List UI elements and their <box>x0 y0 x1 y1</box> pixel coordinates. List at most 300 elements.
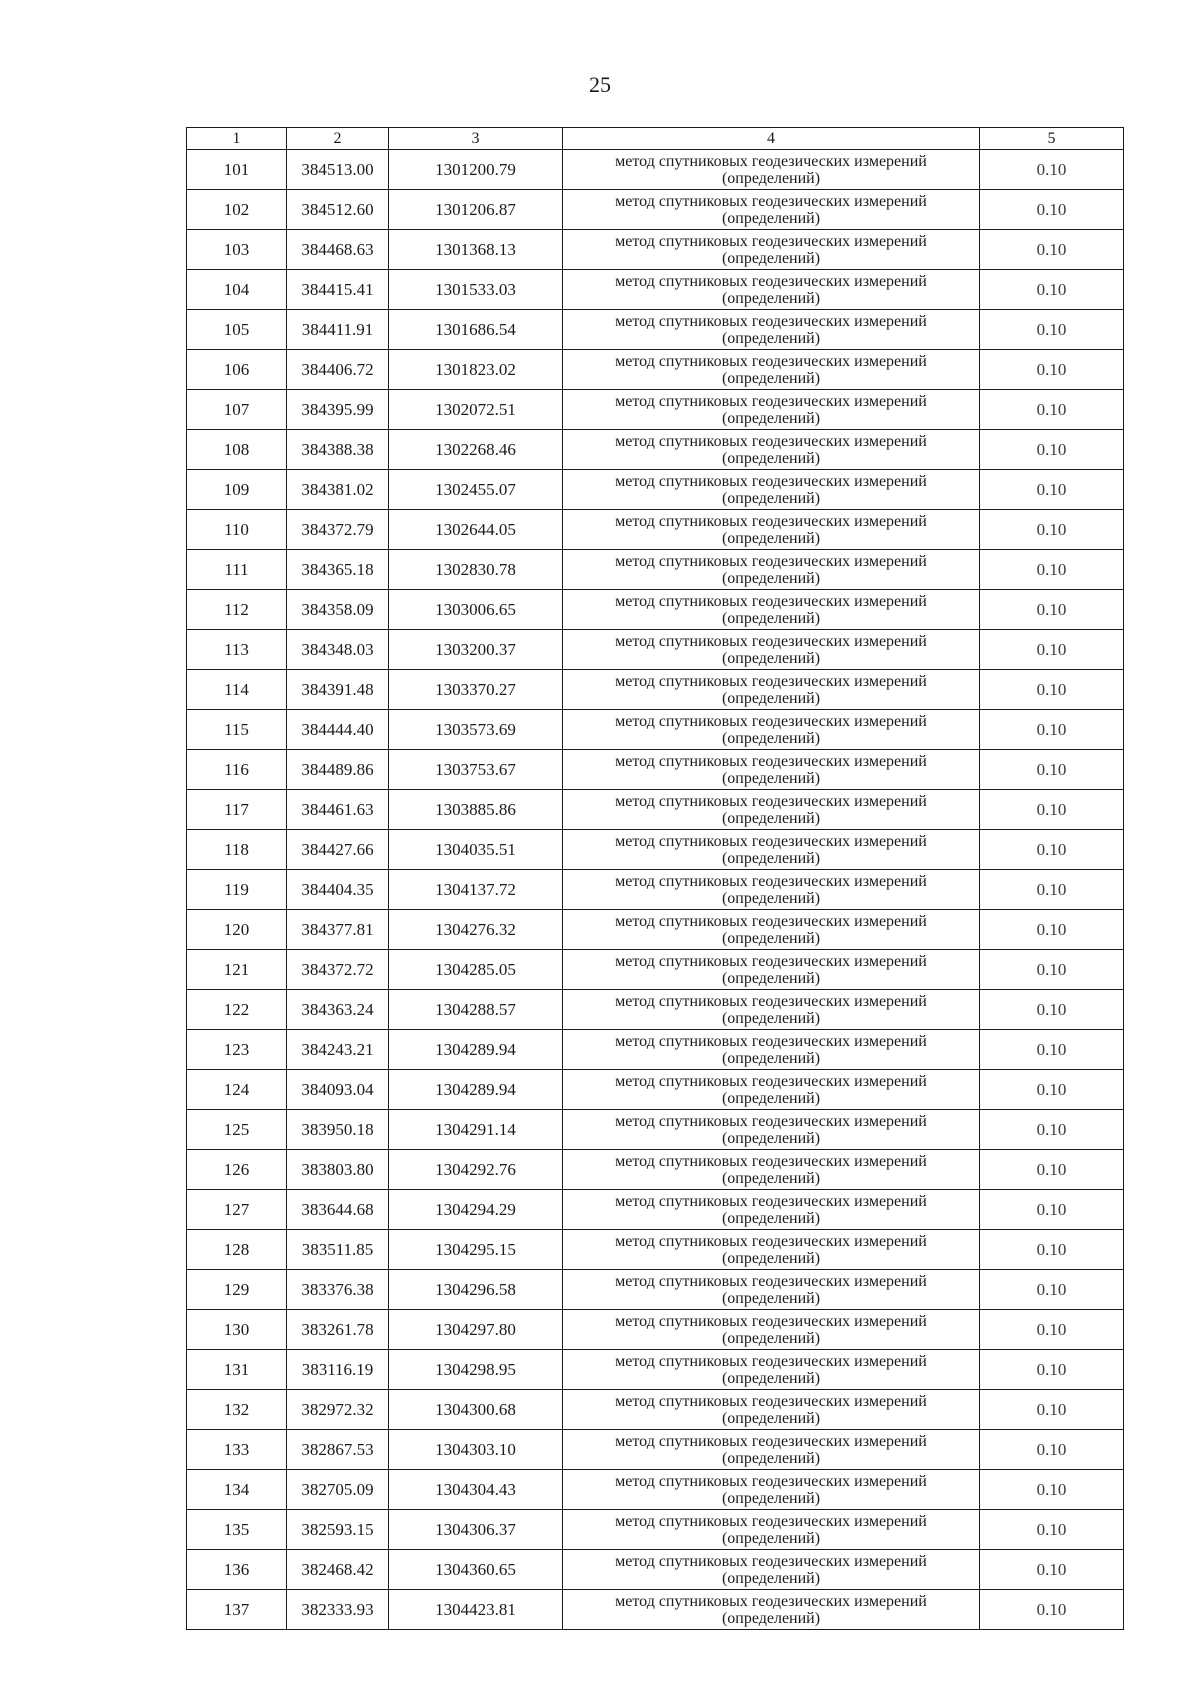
y-coordinate-cell: 1301823.02 <box>389 350 563 390</box>
accuracy-cell: 0.10 <box>980 1310 1124 1350</box>
y-coordinate-cell: 1304295.15 <box>389 1230 563 1270</box>
y-coordinate-cell: 1304292.76 <box>389 1150 563 1190</box>
y-coordinate-cell: 1302644.05 <box>389 510 563 550</box>
y-coordinate-cell: 1304137.72 <box>389 870 563 910</box>
method-cell <box>563 150 980 190</box>
x-coordinate-cell: 382333.93 <box>287 1590 389 1630</box>
point-number-cell: 113 <box>187 630 287 670</box>
y-coordinate-cell: 1303006.65 <box>389 590 563 630</box>
method-text-line2: (определений) <box>721 1130 821 1147</box>
x-coordinate-cell: 383261.78 <box>287 1310 389 1350</box>
y-coordinate-cell: 1302072.51 <box>389 390 563 430</box>
table-row <box>187 470 1124 510</box>
method-text-line1: метод спутниковых геодезических измерений <box>615 153 927 170</box>
point-number-cell: 136 <box>187 1550 287 1590</box>
table-row <box>187 1590 1124 1630</box>
table-row <box>187 1030 1124 1070</box>
point-number-cell: 111 <box>187 550 287 590</box>
method-text-line1: метод спутниковых геодезических измерений <box>615 553 927 570</box>
accuracy-cell: 0.10 <box>980 470 1124 510</box>
x-coordinate-cell: 384365.18 <box>287 550 389 590</box>
method-text-line2: (определений) <box>721 1290 821 1307</box>
method-text-line2: (определений) <box>721 370 821 387</box>
accuracy-cell: 0.10 <box>980 710 1124 750</box>
method-text-line1: метод спутниковых геодезических измерений <box>615 673 927 690</box>
method-cell <box>563 470 980 510</box>
x-coordinate-cell: 384404.35 <box>287 870 389 910</box>
page-number: 25 <box>589 72 611 97</box>
y-coordinate-cell: 1304035.51 <box>389 830 563 870</box>
y-coordinate-cell: 1304276.32 <box>389 910 563 950</box>
point-number-cell: 133 <box>187 1430 287 1470</box>
method-cell <box>563 990 980 1030</box>
accuracy-cell: 0.10 <box>980 150 1124 190</box>
accuracy-cell: 0.10 <box>980 1230 1124 1270</box>
method-text-line2: (определений) <box>721 1570 821 1587</box>
x-coordinate-cell: 384512.60 <box>287 190 389 230</box>
method-cell <box>563 550 980 590</box>
method-text-line2: (определений) <box>721 970 821 987</box>
table-row <box>187 1110 1124 1150</box>
method-text-line2: (определений) <box>721 1530 821 1547</box>
point-number-cell: 137 <box>187 1590 287 1630</box>
method-cell <box>563 510 980 550</box>
method-text-line2: (определений) <box>721 570 821 587</box>
point-number-cell: 106 <box>187 350 287 390</box>
x-coordinate-cell: 384372.72 <box>287 950 389 990</box>
point-number-cell: 128 <box>187 1230 287 1270</box>
x-coordinate-cell: 382867.53 <box>287 1430 389 1470</box>
method-cell <box>563 1550 980 1590</box>
point-number-cell: 124 <box>187 1070 287 1110</box>
accuracy-cell: 0.10 <box>980 1150 1124 1190</box>
x-coordinate-cell: 384461.63 <box>287 790 389 830</box>
method-text-line1: метод спутниковых геодезических измерений <box>615 753 927 770</box>
y-coordinate-cell: 1301200.79 <box>389 150 563 190</box>
method-text-line1: метод спутниковых геодезических измерений <box>615 433 927 450</box>
accuracy-cell: 0.10 <box>980 870 1124 910</box>
table-row <box>187 870 1124 910</box>
accuracy-cell: 0.10 <box>980 590 1124 630</box>
x-coordinate-cell: 383116.19 <box>287 1350 389 1390</box>
x-coordinate-cell: 384444.40 <box>287 710 389 750</box>
accuracy-cell: 0.10 <box>980 1190 1124 1230</box>
method-text-line1: метод спутниковых геодезических измерений <box>615 513 927 530</box>
y-coordinate-cell: 1304298.95 <box>389 1350 563 1390</box>
method-cell <box>563 670 980 710</box>
method-cell <box>563 1510 980 1550</box>
point-number-cell: 135 <box>187 1510 287 1550</box>
point-number-cell: 121 <box>187 950 287 990</box>
method-cell <box>563 1470 980 1510</box>
table-row <box>187 1390 1124 1430</box>
accuracy-cell: 0.10 <box>980 350 1124 390</box>
accuracy-cell: 0.10 <box>980 990 1124 1030</box>
method-text-line1: метод спутниковых геодезических измерений <box>615 233 927 250</box>
y-coordinate-cell: 1303370.27 <box>389 670 563 710</box>
y-coordinate-cell: 1303885.86 <box>389 790 563 830</box>
method-text-line2: (определений) <box>721 1210 821 1227</box>
y-coordinate-cell: 1304297.80 <box>389 1310 563 1350</box>
method-cell <box>563 190 980 230</box>
method-cell <box>563 630 980 670</box>
y-coordinate-cell: 1304306.37 <box>389 1510 563 1550</box>
table-row <box>187 150 1124 190</box>
point-number-cell: 131 <box>187 1350 287 1390</box>
point-number-cell: 117 <box>187 790 287 830</box>
x-coordinate-cell: 383803.80 <box>287 1150 389 1190</box>
table-row <box>187 1230 1124 1270</box>
method-text-line2: (определений) <box>721 1090 821 1107</box>
method-text-line2: (определений) <box>721 1010 821 1027</box>
y-coordinate-cell: 1302455.07 <box>389 470 563 510</box>
header-cell-accuracy: 5 <box>980 128 1124 150</box>
method-text-line1: метод спутниковых геодезических измерений <box>615 313 927 330</box>
accuracy-cell: 0.10 <box>980 1430 1124 1470</box>
accuracy-cell: 0.10 <box>980 1270 1124 1310</box>
method-text-line2: (определений) <box>721 410 821 427</box>
y-coordinate-cell: 1301533.03 <box>389 270 563 310</box>
y-coordinate-cell: 1304360.65 <box>389 1550 563 1590</box>
point-number-cell: 130 <box>187 1310 287 1350</box>
y-coordinate-cell: 1302268.46 <box>389 430 563 470</box>
table-row <box>187 670 1124 710</box>
x-coordinate-cell: 384093.04 <box>287 1070 389 1110</box>
x-coordinate-cell: 384415.41 <box>287 270 389 310</box>
method-text-line2: (определений) <box>721 1490 821 1507</box>
method-text-line2: (определений) <box>721 530 821 547</box>
method-cell <box>563 1190 980 1230</box>
point-number-cell: 118 <box>187 830 287 870</box>
method-text-line1: метод спутниковых геодезических измерений <box>615 1593 927 1610</box>
x-coordinate-cell: 384381.02 <box>287 470 389 510</box>
method-cell <box>563 1430 980 1470</box>
point-number-cell: 116 <box>187 750 287 790</box>
method-cell <box>563 1350 980 1390</box>
x-coordinate-cell: 384372.79 <box>287 510 389 550</box>
y-coordinate-cell: 1304294.29 <box>389 1190 563 1230</box>
point-number-cell: 114 <box>187 670 287 710</box>
point-number-cell: 119 <box>187 870 287 910</box>
y-coordinate-cell: 1304303.10 <box>389 1430 563 1470</box>
table-row <box>187 1470 1124 1510</box>
table-row <box>187 230 1124 270</box>
accuracy-cell: 0.10 <box>980 1030 1124 1070</box>
accuracy-cell: 0.10 <box>980 910 1124 950</box>
method-text-line1: метод спутниковых геодезических измерений <box>615 713 927 730</box>
x-coordinate-cell: 384468.63 <box>287 230 389 270</box>
table-row <box>187 790 1124 830</box>
method-text-line2: (определений) <box>721 490 821 507</box>
point-number-cell: 103 <box>187 230 287 270</box>
table-body <box>187 150 1124 1630</box>
method-text-line2: (определений) <box>721 1170 821 1187</box>
accuracy-cell: 0.10 <box>980 430 1124 470</box>
accuracy-cell: 0.10 <box>980 1070 1124 1110</box>
method-cell <box>563 710 980 750</box>
table-header <box>187 128 1124 150</box>
point-number-cell: 112 <box>187 590 287 630</box>
coordinates-table <box>186 127 1124 1630</box>
x-coordinate-cell: 384243.21 <box>287 1030 389 1070</box>
table-row <box>187 1350 1124 1390</box>
method-text-line1: метод спутниковых геодезических измерений <box>615 1233 927 1250</box>
method-text-line1: метод спутниковых геодезических измерений <box>615 993 927 1010</box>
x-coordinate-cell: 384358.09 <box>287 590 389 630</box>
accuracy-cell: 0.10 <box>980 1390 1124 1430</box>
method-text-line2: (определений) <box>721 650 821 667</box>
method-text-line2: (определений) <box>721 330 821 347</box>
method-text-line2: (определений) <box>721 1610 821 1627</box>
y-coordinate-cell: 1304304.43 <box>389 1470 563 1510</box>
table-row <box>187 390 1124 430</box>
y-coordinate-cell: 1304289.94 <box>389 1030 563 1070</box>
accuracy-cell: 0.10 <box>980 830 1124 870</box>
method-text-line2: (определений) <box>721 1450 821 1467</box>
x-coordinate-cell: 383376.38 <box>287 1270 389 1310</box>
method-text-line1: метод спутниковых геодезических измерений <box>615 1473 927 1490</box>
x-coordinate-cell: 383950.18 <box>287 1110 389 1150</box>
header-cell-x: 2 <box>287 128 389 150</box>
accuracy-cell: 0.10 <box>980 630 1124 670</box>
method-cell <box>563 230 980 270</box>
point-number-cell: 122 <box>187 990 287 1030</box>
method-cell <box>563 1070 980 1110</box>
accuracy-cell: 0.10 <box>980 1470 1124 1510</box>
table-row <box>187 350 1124 390</box>
method-text-line2: (определений) <box>721 770 821 787</box>
accuracy-cell: 0.10 <box>980 670 1124 710</box>
method-text-line2: (определений) <box>721 850 821 867</box>
method-text-line2: (определений) <box>721 810 821 827</box>
point-number-cell: 129 <box>187 1270 287 1310</box>
method-text-line1: метод спутниковых геодезических измерений <box>615 913 927 930</box>
table-row <box>187 310 1124 350</box>
method-text-line2: (определений) <box>721 170 821 187</box>
method-text-line1: метод спутниковых геодезических измерений <box>615 1273 927 1290</box>
header-cell-point-number: 1 <box>187 128 287 150</box>
x-coordinate-cell: 382972.32 <box>287 1390 389 1430</box>
method-cell <box>563 1590 980 1630</box>
table-row <box>187 550 1124 590</box>
method-text-line2: (определений) <box>721 890 821 907</box>
point-number-cell: 110 <box>187 510 287 550</box>
x-coordinate-cell: 384348.03 <box>287 630 389 670</box>
y-coordinate-cell: 1304296.58 <box>389 1270 563 1310</box>
header-row <box>187 128 1124 150</box>
point-number-cell: 127 <box>187 1190 287 1230</box>
table-row <box>187 990 1124 1030</box>
table-row <box>187 630 1124 670</box>
point-number-cell: 120 <box>187 910 287 950</box>
table-row <box>187 910 1124 950</box>
y-coordinate-cell: 1304288.57 <box>389 990 563 1030</box>
method-text-line2: (определений) <box>721 930 821 947</box>
method-cell <box>563 950 980 990</box>
method-text-line2: (определений) <box>721 450 821 467</box>
table-row <box>187 510 1124 550</box>
accuracy-cell: 0.10 <box>980 390 1124 430</box>
method-cell <box>563 270 980 310</box>
table-row <box>187 1270 1124 1310</box>
method-cell <box>563 1150 980 1190</box>
table-row <box>187 430 1124 470</box>
accuracy-cell: 0.10 <box>980 1110 1124 1150</box>
point-number-cell: 123 <box>187 1030 287 1070</box>
x-coordinate-cell: 384363.24 <box>287 990 389 1030</box>
y-coordinate-cell: 1303753.67 <box>389 750 563 790</box>
method-text-line1: метод спутниковых геодезических измерений <box>615 1393 927 1410</box>
table-row <box>187 750 1124 790</box>
point-number-cell: 104 <box>187 270 287 310</box>
y-coordinate-cell: 1304291.14 <box>389 1110 563 1150</box>
method-text-line1: метод спутниковых геодезических измерений <box>615 1513 927 1530</box>
method-cell <box>563 310 980 350</box>
method-cell <box>563 750 980 790</box>
table-row <box>187 1510 1124 1550</box>
method-text-line2: (определений) <box>721 610 821 627</box>
method-cell <box>563 1110 980 1150</box>
table-row <box>187 710 1124 750</box>
method-text-line1: метод спутниковых геодезических измерений <box>615 1353 927 1370</box>
method-text-line2: (определений) <box>721 1250 821 1267</box>
method-text-line1: метод спутниковых геодезических измерений <box>615 1193 927 1210</box>
x-coordinate-cell: 382468.42 <box>287 1550 389 1590</box>
accuracy-cell: 0.10 <box>980 190 1124 230</box>
y-coordinate-cell: 1301368.13 <box>389 230 563 270</box>
header-cell-method: 4 <box>563 128 980 150</box>
point-number-cell: 115 <box>187 710 287 750</box>
accuracy-cell: 0.10 <box>980 510 1124 550</box>
method-cell <box>563 1230 980 1270</box>
x-coordinate-cell: 383511.85 <box>287 1230 389 1270</box>
table-row <box>187 1070 1124 1110</box>
point-number-cell: 105 <box>187 310 287 350</box>
point-number-cell: 132 <box>187 1390 287 1430</box>
table-row <box>187 1310 1124 1350</box>
accuracy-cell: 0.10 <box>980 230 1124 270</box>
method-text-line1: метод спутниковых геодезических измерений <box>615 353 927 370</box>
point-number-cell: 134 <box>187 1470 287 1510</box>
method-text-line2: (определений) <box>721 690 821 707</box>
method-cell <box>563 870 980 910</box>
method-cell <box>563 910 980 950</box>
method-cell <box>563 350 980 390</box>
method-text-line1: метод спутниковых геодезических измерений <box>615 273 927 290</box>
method-text-line1: метод спутниковых геодезических измерений <box>615 793 927 810</box>
point-number-cell: 109 <box>187 470 287 510</box>
table-row <box>187 270 1124 310</box>
y-coordinate-cell: 1303573.69 <box>389 710 563 750</box>
x-coordinate-cell: 384388.38 <box>287 430 389 470</box>
accuracy-cell: 0.10 <box>980 1350 1124 1390</box>
method-text-line2: (определений) <box>721 1050 821 1067</box>
method-text-line1: метод спутниковых геодезических измерений <box>615 873 927 890</box>
method-text-line1: метод спутниковых геодезических измерений <box>615 1073 927 1090</box>
method-text-line1: метод спутниковых геодезических измерений <box>615 593 927 610</box>
method-cell <box>563 790 980 830</box>
point-number-cell: 125 <box>187 1110 287 1150</box>
method-text-line1: метод спутниковых геодезических измерений <box>615 193 927 210</box>
method-cell <box>563 430 980 470</box>
method-text-line1: метод спутниковых геодезических измерений <box>615 1033 927 1050</box>
x-coordinate-cell: 384513.00 <box>287 150 389 190</box>
accuracy-cell: 0.10 <box>980 1590 1124 1630</box>
table-row <box>187 830 1124 870</box>
method-text-line1: метод спутниковых геодезических измерений <box>615 393 927 410</box>
method-cell <box>563 1270 980 1310</box>
accuracy-cell: 0.10 <box>980 310 1124 350</box>
method-cell <box>563 1030 980 1070</box>
y-coordinate-cell: 1304285.05 <box>389 950 563 990</box>
point-number-cell: 102 <box>187 190 287 230</box>
x-coordinate-cell: 382705.09 <box>287 1470 389 1510</box>
header-cell-y: 3 <box>389 128 563 150</box>
accuracy-cell: 0.10 <box>980 550 1124 590</box>
x-coordinate-cell: 384395.99 <box>287 390 389 430</box>
point-number-cell: 126 <box>187 1150 287 1190</box>
x-coordinate-cell: 383644.68 <box>287 1190 389 1230</box>
y-coordinate-cell: 1304300.68 <box>389 1390 563 1430</box>
method-cell <box>563 390 980 430</box>
method-text-line2: (определений) <box>721 210 821 227</box>
y-coordinate-cell: 1304423.81 <box>389 1590 563 1630</box>
method-text-line1: метод спутниковых геодезических измерений <box>615 1553 927 1570</box>
method-text-line1: метод спутниковых геодезических измерений <box>615 473 927 490</box>
table-row <box>187 1430 1124 1470</box>
point-number-cell: 101 <box>187 150 287 190</box>
table-row <box>187 190 1124 230</box>
accuracy-cell: 0.10 <box>980 1510 1124 1550</box>
table-row <box>187 950 1124 990</box>
method-text-line1: метод спутниковых геодезических измерений <box>615 1313 927 1330</box>
method-text-line1: метод спутниковых геодезических измерений <box>615 833 927 850</box>
point-number-cell: 108 <box>187 430 287 470</box>
point-number-cell: 107 <box>187 390 287 430</box>
method-text-line1: метод спутниковых геодезических измерений <box>615 1113 927 1130</box>
x-coordinate-cell: 384489.86 <box>287 750 389 790</box>
table-row <box>187 590 1124 630</box>
x-coordinate-cell: 384391.48 <box>287 670 389 710</box>
accuracy-cell: 0.10 <box>980 950 1124 990</box>
method-text-line2: (определений) <box>721 1370 821 1387</box>
method-cell <box>563 1390 980 1430</box>
method-text-line2: (определений) <box>721 1330 821 1347</box>
accuracy-cell: 0.10 <box>980 270 1124 310</box>
table-row <box>187 1150 1124 1190</box>
method-text-line2: (определений) <box>721 1410 821 1427</box>
method-cell <box>563 1310 980 1350</box>
accuracy-cell: 0.10 <box>980 1550 1124 1590</box>
method-text-line1: метод спутниковых геодезических измерений <box>615 953 927 970</box>
x-coordinate-cell: 384427.66 <box>287 830 389 870</box>
method-text-line2: (определений) <box>721 290 821 307</box>
method-text-line2: (определений) <box>721 730 821 747</box>
table-row <box>187 1550 1124 1590</box>
y-coordinate-cell: 1302830.78 <box>389 550 563 590</box>
x-coordinate-cell: 384377.81 <box>287 910 389 950</box>
y-coordinate-cell: 1304289.94 <box>389 1070 563 1110</box>
method-cell <box>563 590 980 630</box>
x-coordinate-cell: 384406.72 <box>287 350 389 390</box>
method-text-line1: метод спутниковых геодезических измерений <box>615 633 927 650</box>
method-text-line2: (определений) <box>721 250 821 267</box>
y-coordinate-cell: 1301206.87 <box>389 190 563 230</box>
x-coordinate-cell: 384411.91 <box>287 310 389 350</box>
accuracy-cell: 0.10 <box>980 790 1124 830</box>
y-coordinate-cell: 1303200.37 <box>389 630 563 670</box>
method-text-line1: метод спутниковых геодезических измерений <box>615 1153 927 1170</box>
